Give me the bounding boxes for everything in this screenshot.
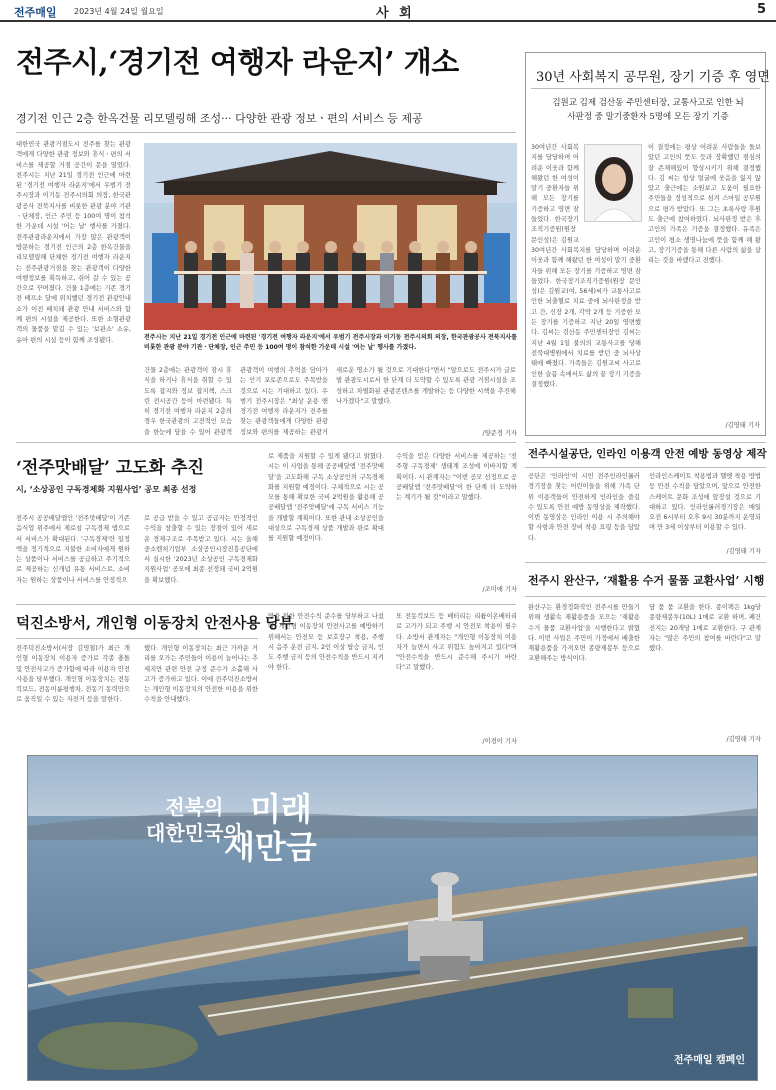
saemangeum-ad [27,755,758,1081]
fire-station-body-col3: 방을 위한 안전수칙 준수를 당부하고 나섰다. 개인형 이동장치 안전사고를 예방하기 위해서는 안전모 등 보호장구 착용, 주행 시 음주 운전 금지, 2인 이상 탑승 금지, 인도 주행 금지 등의 안전수칙을 반드시 지켜야 한다. [268,613,384,672]
inline-safety-headline: 전주시설공단, 인라인 이용객 안전 예방 동영상 제작 [528,448,767,460]
lead-subhead: 경기전 인근 2층 한옥건물 리모델링해 조성··· 다양한 관광 정보ㆍ편의 서비스 등 제공 [16,112,423,125]
fire-station-rule [16,638,258,639]
lead-byline: /양준경 기자 [482,430,517,437]
page-header [0,0,776,22]
ceremony-photo-illustration [144,143,517,330]
obituary-headline: 30년 사회복지 공무원, 장기 기증 후 영면 [536,70,770,85]
ad-slogan-right [224,790,317,866]
inline-subrule [525,467,766,468]
delivery-app-body-col3: 로 제품을 지원할 수 있게 됐다고 밝혔다. 시는 이 사업을 통해 공공배달앱 '전주맛배달'을 고도화해 구독 소상공인의 구독경제화를 지원할 예정이다. 구체적으로 시는 공모를 통해 확보한 국비 2억원을 활용해 공공배달앱 '전주맛배달'에 구독 서비스 기능을 개발할 계획이다. 또한 관내 소상공인을 대상으로 구독경제 상품 개발과 판로 확대를 지원할 예정이다. [268,453,384,543]
delivery-app-subhead: 시, ‘소상공인 구독경제화 지원사업’ 공모 최종 선정 [16,485,197,494]
delivery-app-headline: ‘전주맛배달’ 고도화 추진 [16,458,204,478]
portrait-photo [584,144,642,222]
issue-date: 2023년 4월 24일 월요일 [74,7,164,16]
recycle-body-col1: 완산구는 환경정화작인 전주시를 만들기 위해 생활속 재활용품을 모으는 '재활용 수거 물품 교환사업'을 시행한다고 밝혔다. 이번 사업은 주민이 가정에서 배출한 재활용품을 가져오면 종량제봉투 등으로 교환해주는 방식이다. [528,604,640,663]
lead-photo-caption: 전주시는 지난 21일 경기전 인근에 마련된 '경기전 여행자 라운지'에서 우범기 전주시장과 이기동 전주시의회 의장, 한국관광공사 전북지사를 비롯한 관광 분야 기관ㆍ단체장, 인근 주민 등 100여 명이 참석한 가운데 시설 '여는 날' 행사를 가졌다. [144,334,517,351]
recycle-rule [525,562,766,563]
fire-station-byline: /이경이 기자 [482,738,517,745]
recycle-body-col2: 담 품 품 교환을 한다. 종이팩은 1kg당 종량제봉투(10L) 1매로 교환 하며, 폐건전지는 20개당 1매로 교환한다. 구 관계자는 "많은 주민의 참여를 바란다"고 말했다. [649,604,761,653]
fire-station-headline: 덕진소방서, 개인형 이동장치 안전사용 당부 [16,615,294,632]
obituary-rule [531,88,760,89]
recycle-byline: /김영태 기자 [726,736,761,743]
lead-body-col4: 새로운 명소가 될 것으로 기대한다"면서 "앞으로도 전주시가 글로벌 관광도시로서 한 단계 더 도약할 수 있도록 관광 거점시설을 조성하고 차별화된 관광콘텐츠를 개발하는 등 다양한 시책을 추진해 나가겠다"고 말했다. [336,367,516,405]
lead-headline: 전주시,‘경기전 여행자 라운지’ 개소 [16,45,459,79]
lead-divider [16,132,516,133]
fire-station-body-col2: 했다. 개인형 이동장치는 최근 가까운 거리를 오가는 주민들이 이용이 늘어나는 추세지만 관련 안전 규정 준수가 소홀해 사고가 증가하고 있다. 이에 전주덕진소방서는 개인형 이동장치의 안전한 이용을 위한 수칙을 안내했다. [144,645,258,704]
obituary-body-col1-top: 30여년간 사회복지를 담당하며 어려운 이웃과 함께 해왔던 한 여성이 말기 중환자들 위해 모든 장기를 기증하고 영면 잠들었다. 한국장기조직기증원(원장 문인성)은 김원교 [531,144,579,243]
obituary-body-col2: 이 결정에는 평상 어려운 사람들을 돌보았던 고인의 뜻도 듯과 장확했던 점심의 잘 존재해있어 향상시키기 위해 결정했다. 김 씨는 항상 얼굴에 웃음을 잃지 않았고 출근에는 소원보고 도움이 필요한 주민들을 정성적으로 섬겨 스마일 공무원으로 평가 받았다. 또 그는 초록사랑 후원도 출근에 참여하였다. 뇌사판정 받은 후 고인의 가족은 기증을 결정했다. 유족은 고인이 평소 생명나눔에 뜻을 함께 해 왔고, 장기기증을 통해 다른 사람의 삶을 살리는 것을 바랬다고 전했다. [648,144,761,265]
ad-line4: 새만금 [224,828,317,866]
inline-safety-byline: /김영태 기자 [726,548,761,555]
inline-rule [525,442,766,443]
lead-photo [144,143,517,330]
ad-footer: 전주매일 캠페인 [673,1055,745,1066]
ad-line2: 대한민국의 [146,821,243,845]
ad-line1: 전북의 [165,795,224,819]
recycle-headline: 전주시 완산구, ‘재활용 수거 물품 교환사업’ 시행 [528,574,765,587]
section-b-rule [16,604,516,605]
recycle-subrule [525,596,766,597]
inline-safety-body-col1: 공단은 '인라인'이 시민 전주인라인롤러경기장을 찾는 어린이들을 위해 가족 단위 이용객들이 안전하게 인라인을 즐길 수 있도록 안전 예방 동영상을 제작했다. 이번 동영상은 인라인 이용 시 주의해야 할 사항과 안전 장비 착용 요령 등을 담았다. [528,473,640,542]
publication-name: 전주매일 [14,6,57,19]
delivery-app-body-col1: 전주시 공공배달앱인 '전주맛배달'이 기존 음식업 위주에서 제로섬 구독경제 앱으로서 서비스가 확대된다. '구독경제'란 일정액을 정기적으로 지불한 소비자에게 원하는 상품이나 서비스를 공급하고 주기적으로 제공하는 신개념 유통 서비스로, 소비자는 원하는 상품이나 서비스를 안정적으 [16,515,130,584]
fire-station-body-col4: 또 전동킥보드 등 배터리는 리튬이온배터리로 고가가 되고 주행 시 안전모 착용이 필수다. 소방서 관계자는 "개인형 이동장치 이용자가 늘면서 사고 위험도 높아지고 있다"며 "안전수칙을 반드시 준수해 주시기 바란다"고 말했다. [396,613,517,672]
delivery-app-body-col4: 수익을 얻은 다양한 서비스를 제공하는 '전주형 구독경제' 생태계 조성에 이바지할 계획이다. 시 관계자는 "이번 공모 선정으로 공공배달앱 '전주맛배달'이 한 단계 더 도약하는 계기가 될 것"이라고 말했다. [396,453,517,502]
lead-body-col2: 건물 2층에는 관광객이 잠시 휴식을 하거나 휴식을 취할 수 있도록 잡지와 정보 잡지책, 스크린 전시공간 등이 마련됐다. 특히 경기전 여행자 라운지 2층의 경우 한국관광의 고전적인 모습을 한눈에 담을 수 있어 관광객 [144,367,232,436]
section-name: 사 회 [376,6,415,21]
saemangeum-aerial-illustration [28,756,758,1081]
fire-station-body-col1: 전주덕진소방서(서장 김영철)가 최근 개인형 이동장치 이용자 증가로 각종 충돌 및 안전사고가 증가함에 따라 이용자 안전 사용을 당부했다. 개인형 이동장치는 전동킥보드, 전동이륜평행차, 전동기 동력만으로 움직일 수 있는 자전거 등을 말한다. [16,645,130,704]
lead-body-col1: 대한민국 관광거점도시 전주를 찾는 관광객에게 다양한 관광 정보와 휴식ㆍ편의 서비스를 제공할 거점 공간이 문을 열었다. 전주시는 지난 21일 경기전 인근에 마련된 '경기전 여행자 라운지'에서 우범기 전주시장과 이기동 전주시의회 의장, 한국관광공사 전북지사를 비롯한 관광 분야 기관ㆍ단체장, 인근 주민 등 100여 명이 참석한 가운데 시설 '어는 날' 행사를 가졌다. 전주관광라운지에서 가장 많은 관광객이 방문하는 경기전 인근의 2층 한옥건물을 리모델링해 단체한 경기전 여행자 라운지는 전주관광거점을 찾는 관광객이 다양한 여행정보를 획득하고, 쉬어 갈 수 있는 공간으로 꾸며졌다. 건물 1층에는 기존 경기전 배프소 달에 위치했던 경기전 관광안내소가 이전 배치돼 관광 안내 서비스와 함께 편의 시설을 제공한다. 또한 소형관광객의 물품을 맡길 수 있는 '보관소' 소유, 유아 편의 시설 등이 함께 조성됐다. [16,141,131,344]
portrait-illustration [585,145,642,222]
ad-line3: 미래 [250,790,312,828]
obituary-subhead: 김원교 김제 검산동 주민센터장, 교통사고로 인한 뇌사판정 중 말기중환자 5명에 모든 장기 기증 [552,98,744,122]
obituary-byline: /김영태 기자 [725,422,760,429]
obituary-body-col1-bottom: 30여년간 사회복지를 담당하며 어려운 이웃과 함께 해왔던 한 여성이 말기 중환자들 위해 모든 장기를 기증하고 영면 잠들었다. 한국장기조직기증원(원장 문인성)은 김원교(여, 56세)씨가 교통사고로 인한 뇌출혈로 치료 중에 뇌사판정을 받고 간, 신장 2개, 각막 2개 등 기증한 모든 장기를 기증하고 지난 20일 영면했다. 김씨는 검산동 주민센터장인 김씨는 지난 4월 1일 불의의 교통사고를 당해 전북대병원에서 치료를 받던 중 뇌사상태에 빠졌다. 가족들은 김원교씨 사고로 인한 슬픔 속에서도 삶의 끝 장기 기증을 결정했다. [531,247,641,388]
inline-safety-body-col2: 인라인스케이트 착용법과 헬멧 착용 방법 등 안전 수칙을 담았으며, 앞으로 안전한 스케이트 문화 조성에 앞장설 것으로 기대하고 있다. 인라인롤러경기장은 매일 오전 6시부터 오후 9시 30분까지 운영되며 만 3세 이상부터 이용할 수 있다. [649,473,761,532]
delivery-app-body-col2: 로 공급 받을 수 있고 공급자는 안정적인 수익을 창출할 수 있는 장점이 있어 새로운 경제구조로 주목받고 있다. 시는 올해 중소벤처기업부 소상공인시장진흥공단에서 실시한 '2023년 소상공인 구독경제화 지원사업' 공모에 최종 선정돼 국비 2억원을 확보했다. [144,515,258,584]
section-a-rule [16,442,516,443]
lead-body-col3: 관광객이 여행의 추억을 담아가는 인기 포토존으로도 주목받을 것으로 시는 기대하고 있다. 우범기 전주시장은 "최상 운용 앤 경기전 여행자 라운지가 전주를 찾는 관광객들에게 다양한 관광 정보와 편의를 제공하는 관광거 [240,367,328,436]
delivery-app-byline: /조미애 기자 [482,586,517,593]
page-number: 5 [756,2,766,17]
